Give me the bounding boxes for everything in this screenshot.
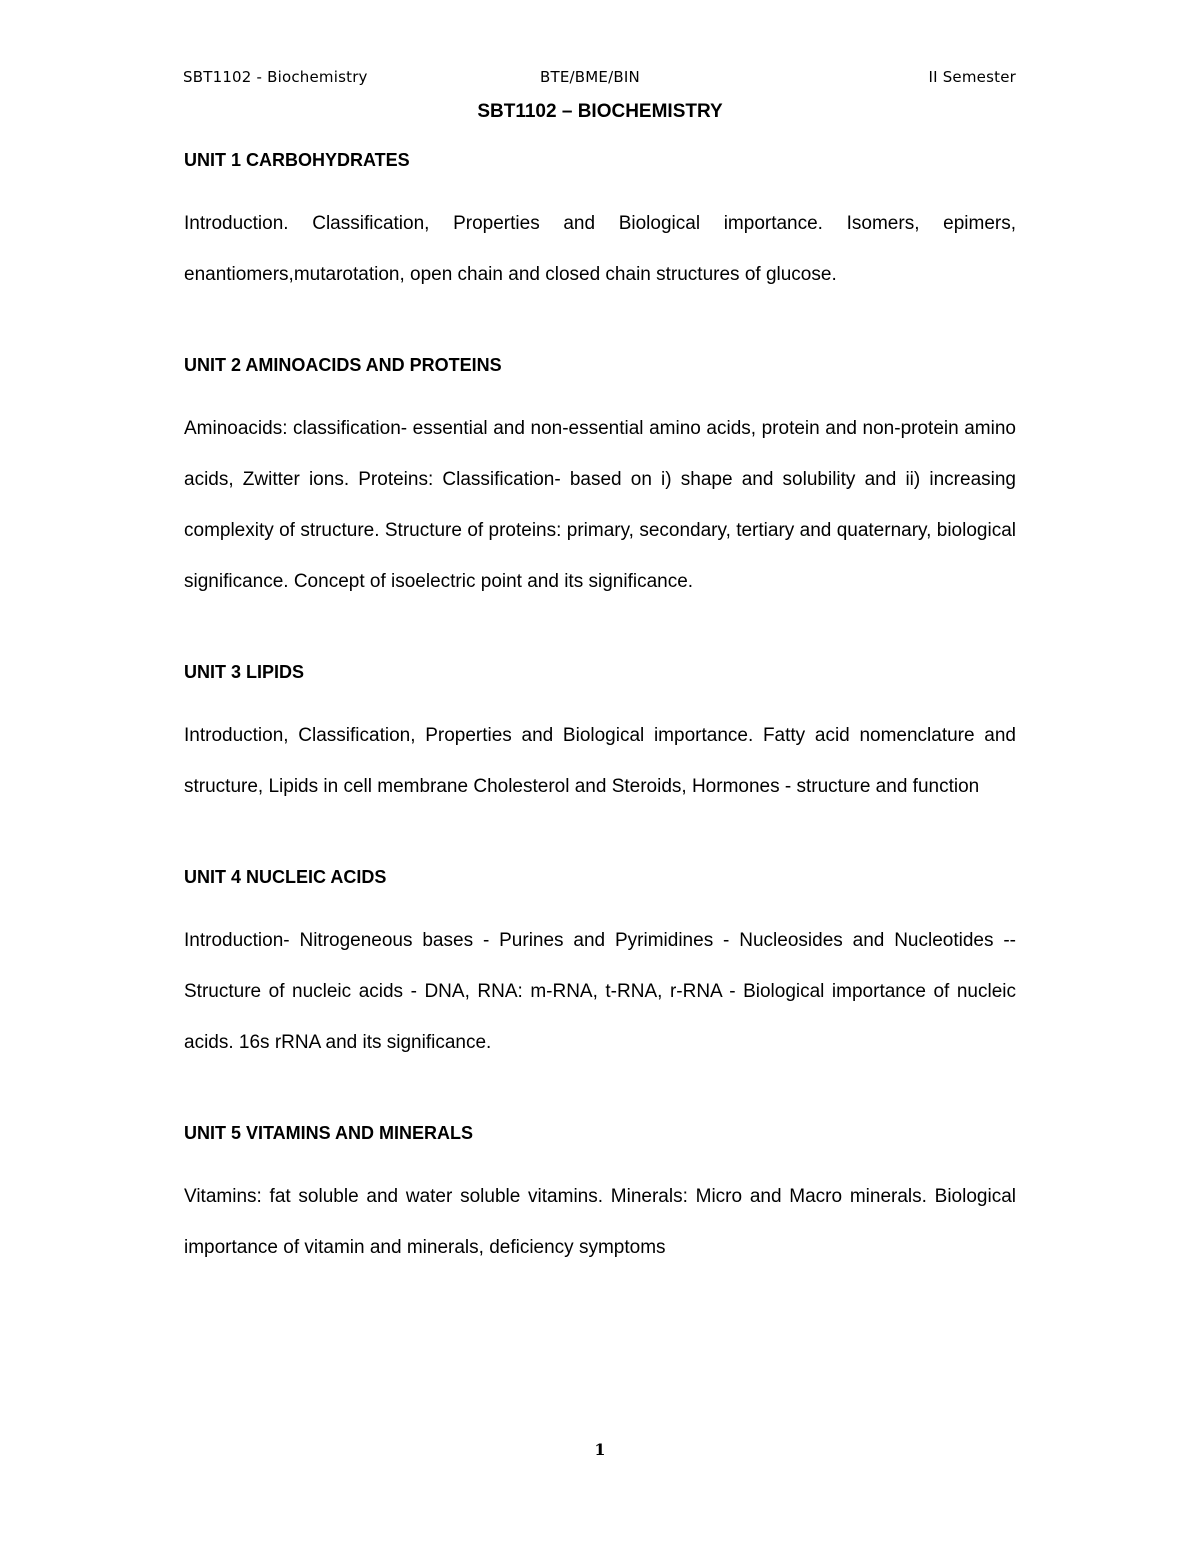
unit-1-section (184, 147, 1016, 300)
unit-body: Vitamins: fat soluble and water soluble vitamins. Minerals: Micro and Macro minerals. Biological importance of vitamin and minerals, deficiency symptoms (184, 1186, 1016, 1258)
unit-heading: UNIT 3 LIPIDS (184, 662, 305, 682)
unit-body: Introduction- Nitrogeneous bases - Purines and Pyrimidines - Nucleosides and Nucleotides -- Structure of nucleic acids - DNA, RNA: m-RNA, t-RNA, r-RNA - Biological importance of nucleic acids. 16s rRNA and its significance. (184, 930, 1016, 1053)
unit-4-section (184, 864, 1016, 1068)
unit-heading: UNIT 1 CARBOHYDRATES (184, 150, 410, 170)
page-number: 1 (594, 1440, 606, 1459)
running-header (183, 68, 1016, 92)
header-course-code: SBT1102 - Biochemistry (183, 68, 368, 86)
unit-heading: UNIT 4 NUCLEIC ACIDS (184, 867, 387, 887)
unit-heading: UNIT 5 VITAMINS AND MINERALS (184, 1123, 474, 1143)
unit-body: Introduction. Classification, Properties and Biological importance. Isomers, epimers, enantiomers,mutarotation, open chain and closed chain structures of glucose. (184, 213, 1016, 285)
unit-2-section (184, 352, 1016, 607)
unit-body: Introduction, Classification, Properties and Biological importance. Fatty acid nomenclature and structure, Lipids in cell membrane Cholesterol and Steroids, Hormones - structure and function (184, 725, 1016, 797)
document-title: SBT1102 – BIOCHEMISTRY (477, 101, 723, 122)
unit-3-section (184, 659, 1016, 812)
header-programmes: BTE/BME/BIN (540, 68, 640, 86)
unit-body: Aminoacids: classification- essential and non-essential amino acids, protein and non-protein amino acids, Zwitter ions. Proteins: Classification- based on i) shape and solubility and ii) increasing complexity of structure. Structure of proteins: primary, secondary, tertiary and quaternary, biological significance. Concept of isoelectric point and its significance. (184, 418, 1016, 592)
header-semester: II Semester (928, 68, 1016, 86)
unit-5-section (184, 1120, 1016, 1273)
unit-heading: UNIT 2 AMINOACIDS AND PROTEINS (184, 355, 502, 375)
syllabus-content (184, 147, 1016, 1273)
